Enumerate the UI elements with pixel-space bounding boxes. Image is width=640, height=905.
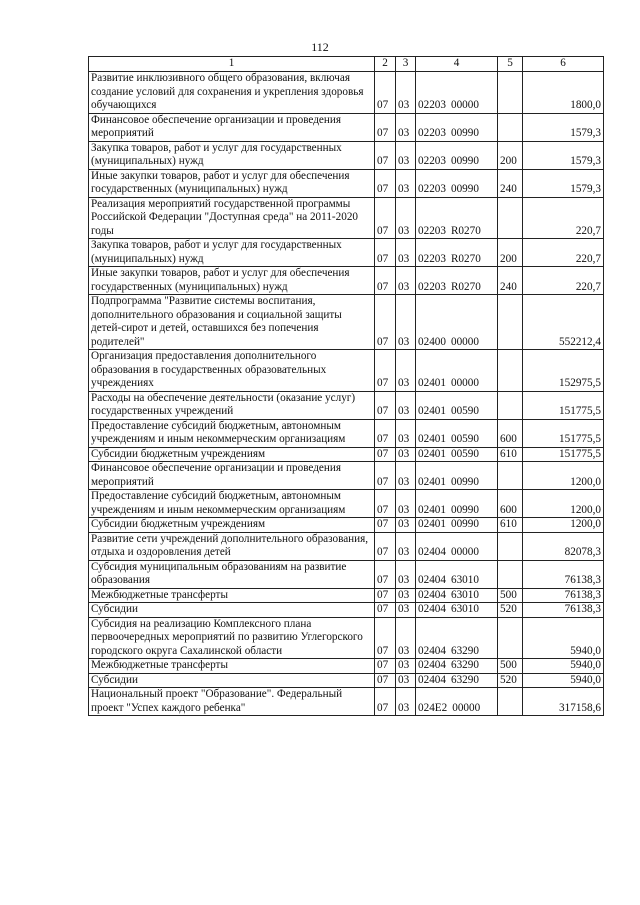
row-name: Развитие инклюзивного общего образования, включая создание условий для сохранения и укрепления здоровья обучающихся — [89, 72, 375, 114]
row-subsection-code: 03 — [396, 72, 416, 114]
budget-table — [88, 56, 604, 716]
table-row — [89, 239, 604, 267]
row-amount: 220,7 — [523, 239, 604, 267]
row-section-code: 07 — [375, 267, 396, 295]
row-section-code: 07 — [375, 588, 396, 603]
row-name: Развитие сети учреждений дополнительного образования, отдыха и оздоровления детей — [89, 532, 375, 560]
program-code: 02404 — [418, 603, 446, 615]
row-subsection-code: 03 — [396, 141, 416, 169]
row-subsection-code: 03 — [396, 603, 416, 618]
row-expense-type — [498, 688, 523, 716]
row-name: Закупка товаров, работ и услуг для государственных (муниципальных) нужд — [89, 239, 375, 267]
column-header-6: 6 — [523, 57, 604, 72]
row-subsection-code: 03 — [396, 447, 416, 462]
program-code: 02404 — [418, 574, 446, 586]
direction-code: 00590 — [450, 433, 479, 445]
row-section-code: 07 — [375, 688, 396, 716]
row-expense-type — [498, 462, 523, 490]
row-subsection-code: 03 — [396, 532, 416, 560]
row-name: Межбюджетные трансферты — [89, 659, 375, 674]
row-target-code — [416, 659, 498, 674]
row-target-code — [416, 490, 498, 518]
row-section-code: 07 — [375, 673, 396, 688]
direction-code: 00990 — [450, 518, 479, 530]
row-target-code — [416, 603, 498, 618]
program-code: 02401 — [418, 377, 446, 389]
table-row — [89, 490, 604, 518]
row-section-code: 07 — [375, 518, 396, 533]
row-section-code: 07 — [375, 490, 396, 518]
row-amount: 220,7 — [523, 267, 604, 295]
table-row — [89, 267, 604, 295]
row-section-code: 07 — [375, 197, 396, 239]
program-code: 02404 — [418, 546, 446, 558]
row-name: Иные закупки товаров, работ и услуг для обеспечения государственных (муниципальных) нужд — [89, 267, 375, 295]
row-name: Предоставление субсидий бюджетным, автономным учреждениям и иным некоммерческим организациям — [89, 419, 375, 447]
table-row — [89, 617, 604, 659]
row-target-code — [416, 673, 498, 688]
row-subsection-code: 03 — [396, 462, 416, 490]
row-name: Субсидии — [89, 673, 375, 688]
row-expense-type: 200 — [498, 239, 523, 267]
direction-code: 00000 — [450, 546, 479, 558]
row-expense-type — [498, 113, 523, 141]
column-header-5: 5 — [498, 57, 523, 72]
program-code: 02404 — [418, 673, 446, 686]
table-row — [89, 688, 604, 716]
row-expense-type — [498, 391, 523, 419]
row-target-code — [416, 72, 498, 114]
row-name: Расходы на обеспечение деятельности (оказание услуг) государственных учреждений — [89, 391, 375, 419]
row-expense-type — [498, 532, 523, 560]
row-amount: 151775,5 — [523, 391, 604, 419]
row-section-code: 07 — [375, 617, 396, 659]
row-section-code: 07 — [375, 141, 396, 169]
row-name: Предоставление субсидий бюджетным, автономным учреждениям и иным некоммерческим организациям — [89, 490, 375, 518]
row-expense-type: 500 — [498, 588, 523, 603]
row-amount: 76138,3 — [523, 588, 604, 603]
direction-code: 00590 — [450, 405, 479, 417]
row-expense-type: 610 — [498, 447, 523, 462]
row-expense-type — [498, 617, 523, 659]
row-section-code: 07 — [375, 391, 396, 419]
program-code: 02404 — [418, 659, 446, 671]
row-expense-type — [498, 295, 523, 350]
direction-code: 63290 — [450, 644, 479, 657]
row-target-code — [416, 688, 498, 716]
row-expense-type: 240 — [498, 267, 523, 295]
column-header-3: 3 — [396, 57, 416, 72]
row-subsection-code: 03 — [396, 419, 416, 447]
direction-code: 00990 — [450, 503, 479, 516]
row-name: Субсидии бюджетным учреждениям — [89, 447, 375, 462]
row-name: Межбюджетные трансферты — [89, 588, 375, 603]
row-amount: 151775,5 — [523, 419, 604, 447]
row-subsection-code: 03 — [396, 295, 416, 350]
row-target-code — [416, 295, 498, 350]
table-row — [89, 462, 604, 490]
program-code: 02401 — [418, 503, 446, 516]
program-code: 02401 — [418, 405, 446, 417]
program-code: 02404 — [418, 588, 446, 601]
row-subsection-code: 03 — [396, 490, 416, 518]
row-section-code: 07 — [375, 560, 396, 588]
row-target-code — [416, 197, 498, 239]
row-expense-type: 610 — [498, 518, 523, 533]
program-code: 02203 — [418, 224, 446, 237]
table-row — [89, 447, 604, 462]
direction-code: 63290 — [450, 659, 479, 671]
row-subsection-code: 03 — [396, 588, 416, 603]
row-name: Финансовое обеспечение организации и проведения мероприятий — [89, 462, 375, 490]
row-amount: 317158,6 — [523, 688, 604, 716]
direction-code: R0270 — [450, 224, 481, 237]
row-name: Организация предоставления дополнительного образования в государственных образовательных учреждениях — [89, 350, 375, 392]
row-amount: 5940,0 — [523, 617, 604, 659]
table-row — [89, 350, 604, 392]
row-name: Субсидия муниципальным образованиям на развитие образования — [89, 560, 375, 588]
row-section-code: 07 — [375, 419, 396, 447]
row-section-code: 07 — [375, 295, 396, 350]
row-subsection-code: 03 — [396, 350, 416, 392]
direction-code: 63010 — [450, 574, 479, 586]
table-row — [89, 673, 604, 688]
row-subsection-code: 03 — [396, 197, 416, 239]
row-amount: 1800,0 — [523, 72, 604, 114]
row-section-code: 07 — [375, 169, 396, 197]
row-amount: 5940,0 — [523, 673, 604, 688]
row-target-code — [416, 447, 498, 462]
row-expense-type — [498, 560, 523, 588]
row-target-code — [416, 113, 498, 141]
row-amount: 1579,3 — [523, 113, 604, 141]
row-expense-type: 520 — [498, 603, 523, 618]
table-row — [89, 391, 604, 419]
row-name: Субсидии — [89, 603, 375, 618]
row-subsection-code: 03 — [396, 267, 416, 295]
table-row — [89, 518, 604, 533]
row-amount: 1200,0 — [523, 490, 604, 518]
row-expense-type: 500 — [498, 659, 523, 674]
program-code: 02203 — [418, 280, 446, 293]
row-subsection-code: 03 — [396, 560, 416, 588]
row-target-code — [416, 588, 498, 603]
row-amount: 82078,3 — [523, 532, 604, 560]
direction-code: 00000 — [450, 335, 479, 348]
row-name: Субсидия на реализацию Комплексного плана первоочередных мероприятий по развитию Углегорского городского округа Сахалинской области — [89, 617, 375, 659]
table-row — [89, 603, 604, 618]
table-row — [89, 532, 604, 560]
direction-code: 00590 — [450, 447, 479, 460]
program-code: 02401 — [418, 475, 446, 488]
table-row — [89, 113, 604, 141]
program-code: 024E2 — [418, 701, 448, 714]
row-target-code — [416, 267, 498, 295]
row-target-code — [416, 350, 498, 392]
row-amount: 152975,5 — [523, 350, 604, 392]
row-name: Национальный проект "Образование". Федеральный проект "Успех каждого ребенка" — [89, 688, 375, 716]
row-target-code — [416, 391, 498, 419]
direction-code: 63010 — [450, 588, 479, 601]
direction-code: 00990 — [450, 155, 479, 167]
table-row — [89, 588, 604, 603]
column-header-2: 2 — [375, 57, 396, 72]
direction-code: 00000 — [450, 99, 479, 111]
row-amount: 5940,0 — [523, 659, 604, 674]
row-subsection-code: 03 — [396, 688, 416, 716]
row-target-code — [416, 518, 498, 533]
table-row — [89, 560, 604, 588]
table-row — [89, 141, 604, 169]
row-expense-type — [498, 72, 523, 114]
page-number: 112 — [311, 40, 329, 54]
row-name: Иные закупки товаров, работ и услуг для обеспечения государственных (муниципальных) нужд — [89, 169, 375, 197]
row-amount: 1200,0 — [523, 518, 604, 533]
program-code: 02401 — [418, 433, 446, 445]
row-subsection-code: 03 — [396, 169, 416, 197]
row-amount: 76138,3 — [523, 603, 604, 618]
row-target-code — [416, 617, 498, 659]
direction-code: 00990 — [450, 127, 479, 139]
row-target-code — [416, 532, 498, 560]
row-name: Закупка товаров, работ и услуг для государственных (муниципальных) нужд — [89, 141, 375, 169]
program-code: 02203 — [418, 99, 446, 111]
row-expense-type: 240 — [498, 169, 523, 197]
direction-code: 00000 — [452, 701, 481, 714]
row-section-code: 07 — [375, 462, 396, 490]
direction-code: 00000 — [450, 377, 479, 389]
table-row — [89, 295, 604, 350]
program-code: 02203 — [418, 127, 446, 139]
row-subsection-code: 03 — [396, 673, 416, 688]
table-header-row — [89, 57, 604, 72]
program-code: 02404 — [418, 644, 446, 657]
row-section-code: 07 — [375, 72, 396, 114]
direction-code: 00990 — [450, 475, 479, 488]
program-code: 02401 — [418, 518, 446, 530]
table-row — [89, 659, 604, 674]
row-expense-type: 600 — [498, 490, 523, 518]
row-expense-type — [498, 350, 523, 392]
row-section-code: 07 — [375, 350, 396, 392]
row-expense-type: 600 — [498, 419, 523, 447]
row-section-code: 07 — [375, 239, 396, 267]
row-section-code: 07 — [375, 603, 396, 618]
row-section-code: 07 — [375, 447, 396, 462]
row-section-code: 07 — [375, 532, 396, 560]
row-subsection-code: 03 — [396, 391, 416, 419]
row-section-code: 07 — [375, 659, 396, 674]
row-expense-type: 520 — [498, 673, 523, 688]
program-code: 02203 — [418, 155, 446, 167]
row-expense-type: 200 — [498, 141, 523, 169]
column-header-1: 1 — [89, 57, 375, 72]
column-header-4: 4 — [416, 57, 498, 72]
row-target-code — [416, 560, 498, 588]
row-amount: 552212,4 — [523, 295, 604, 350]
direction-code: 00990 — [450, 183, 479, 195]
table-row — [89, 197, 604, 239]
direction-code: R0270 — [450, 252, 481, 265]
row-section-code: 07 — [375, 113, 396, 141]
program-code: 02203 — [418, 183, 446, 195]
row-name: Финансовое обеспечение организации и проведения мероприятий — [89, 113, 375, 141]
row-subsection-code: 03 — [396, 239, 416, 267]
row-name: Субсидии бюджетным учреждениям — [89, 518, 375, 533]
row-subsection-code: 03 — [396, 113, 416, 141]
table-row — [89, 419, 604, 447]
row-amount: 1200,0 — [523, 462, 604, 490]
direction-code: R0270 — [450, 280, 481, 293]
row-amount: 1579,3 — [523, 141, 604, 169]
row-target-code — [416, 239, 498, 267]
row-target-code — [416, 169, 498, 197]
row-subsection-code: 03 — [396, 617, 416, 659]
row-amount: 76138,3 — [523, 560, 604, 588]
table-row — [89, 169, 604, 197]
row-name: Реализация мероприятий государственной программы Российской Федерации "Доступная среда" на 2011-2020 годы — [89, 197, 375, 239]
row-subsection-code: 03 — [396, 518, 416, 533]
row-amount: 220,7 — [523, 197, 604, 239]
row-amount: 1579,3 — [523, 169, 604, 197]
row-name: Подпрограмма "Развитие системы воспитания, дополнительного образования и социальной защиты детей-сирот и детей, оставшихся без попечения родителей" — [89, 295, 375, 350]
program-code: 02401 — [418, 447, 446, 460]
program-code: 02400 — [418, 335, 446, 348]
row-target-code — [416, 141, 498, 169]
row-target-code — [416, 419, 498, 447]
direction-code: 63010 — [450, 603, 479, 615]
direction-code: 63290 — [450, 673, 479, 686]
row-subsection-code: 03 — [396, 659, 416, 674]
row-amount: 151775,5 — [523, 447, 604, 462]
table-row — [89, 72, 604, 114]
program-code: 02203 — [418, 252, 446, 265]
row-expense-type — [498, 197, 523, 239]
row-target-code — [416, 462, 498, 490]
